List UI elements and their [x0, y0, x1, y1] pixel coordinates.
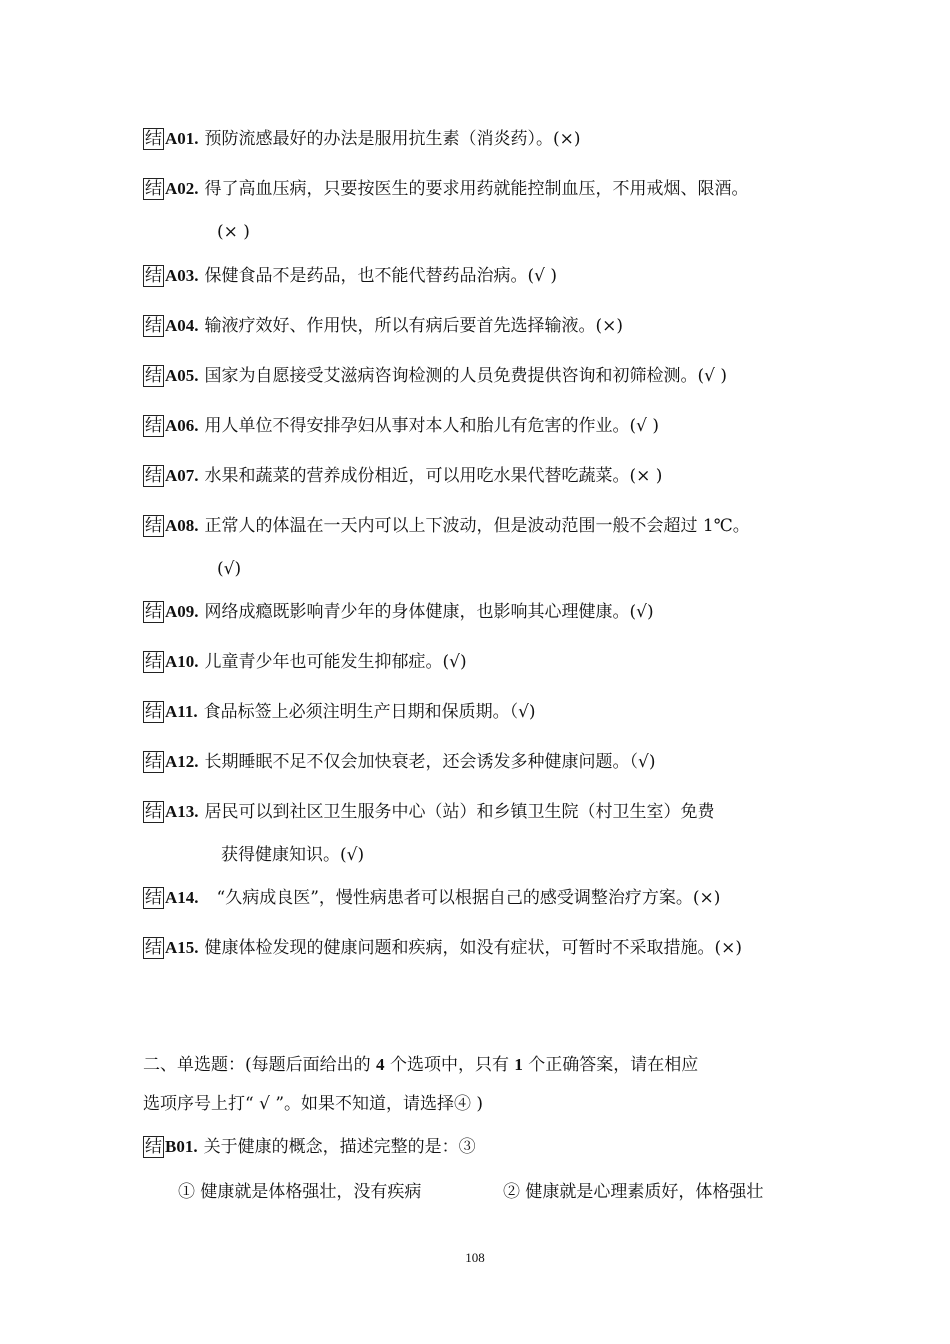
question-text: “久病成良医”，慢性病患者可以根据自己的感受调整治疗方案。(×)	[216, 888, 721, 908]
question-code: A06.	[165, 416, 199, 435]
tag-box: 结	[145, 802, 162, 822]
question-text: 食品标签上必须注明生产日期和保质期。（√)	[203, 702, 536, 722]
question-text: 输液疗效好、作用快，所以有病后要首先选择输液。(×)	[204, 316, 624, 336]
question-code: A07.	[165, 466, 199, 485]
section-heading-text: 二、单选题：(每题后面给出的	[143, 1055, 377, 1075]
question-text: 正常人的体温在一天内可以上下波动，但是波动范围一般不会超过 1℃。	[204, 516, 750, 536]
tag-box: 结	[145, 938, 162, 958]
question-a05	[143, 364, 727, 388]
tag-box: 结	[145, 366, 162, 386]
section-heading-text: 个选项中，只有	[384, 1055, 515, 1075]
tag-box: 结	[145, 179, 162, 199]
question-a14	[143, 886, 720, 910]
option-1: ① 健康就是体格强壮，没有疾病	[178, 1182, 422, 1202]
section-heading-line1	[143, 1053, 698, 1077]
question-code: A14.	[165, 888, 199, 907]
question-a12	[143, 750, 656, 774]
section-heading-number: 1	[514, 1055, 523, 1074]
tag-box: 结	[145, 1137, 162, 1157]
question-a09	[143, 600, 654, 624]
tag-box: 结	[145, 702, 162, 722]
question-code: A13.	[165, 802, 199, 821]
tag-box: 结	[145, 416, 162, 436]
section-heading-number: 4	[376, 1055, 385, 1074]
tag-box: 结	[145, 652, 162, 672]
question-a13	[143, 800, 715, 824]
question-a02	[143, 177, 749, 201]
question-code: A11.	[165, 702, 198, 721]
question-code: B01.	[165, 1137, 198, 1156]
question-text: 居民可以到社区卫生服务中心（站）和乡镇卫生院（村卫生室）免费	[204, 802, 715, 822]
question-a03	[143, 264, 557, 288]
question-code: A01.	[165, 129, 199, 148]
question-b01	[143, 1135, 476, 1159]
question-a13-continuation: 获得健康知识。(√)	[221, 845, 365, 865]
question-a04	[143, 314, 623, 338]
question-a08	[143, 514, 750, 538]
question-text: 预防流感最好的办法是服用抗生素（消炎药）。(×)	[204, 129, 581, 149]
question-text: 用人单位不得安排孕妇从事对本人和胎儿有危害的作业。(√ )	[204, 416, 660, 436]
tag-box: 结	[145, 888, 162, 908]
question-a02-continuation: (× )	[217, 222, 250, 242]
tag-box: 结	[145, 466, 162, 486]
question-a07	[143, 464, 662, 488]
question-text: 水果和蔬菜的营养成份相近，可以用吃水果代替吃蔬菜。(× )	[204, 466, 663, 486]
question-text: 网络成瘾既影响青少年的身体健康，也影响其心理健康。(√)	[204, 602, 654, 622]
tag-box: 结	[145, 516, 162, 536]
question-code: A05.	[165, 366, 199, 385]
question-text: 关于健康的概念，描述完整的是：③	[203, 1137, 476, 1157]
question-text: 得了高血压病，只要按医生的要求用药就能控制血压，不用戒烟、限酒。	[204, 179, 749, 199]
question-code: A12.	[165, 752, 199, 771]
tag-box: 结	[145, 602, 162, 622]
question-a10	[143, 650, 467, 674]
question-code: A10.	[165, 652, 199, 671]
option-2: ② 健康就是心理素质好，体格强壮	[503, 1182, 764, 1202]
question-code: A08.	[165, 516, 199, 535]
question-code: A09.	[165, 602, 199, 621]
question-code: A03.	[165, 266, 199, 285]
question-text: 国家为自愿接受艾滋病咨询检测的人员免费提供咨询和初筛检测。(√ )	[204, 366, 728, 386]
question-code: A15.	[165, 938, 199, 957]
question-text: 健康体检发现的健康问题和疾病，如没有症状，可暂时不采取措施。(×)	[204, 938, 743, 958]
question-a06	[143, 414, 659, 438]
tag-box: 结	[145, 129, 162, 149]
question-a01	[143, 127, 581, 151]
question-a11	[143, 700, 536, 724]
question-a15	[143, 936, 742, 960]
tag-box: 结	[145, 266, 162, 286]
section-heading-text: 个正确答案，请在相应	[522, 1055, 699, 1075]
question-code: A04.	[165, 316, 199, 335]
question-a08-continuation: (√)	[217, 559, 242, 579]
question-code: A02.	[165, 179, 199, 198]
tag-box: 结	[145, 752, 162, 772]
page-number: 108	[465, 1250, 485, 1265]
question-text: 保健食品不是药品，也不能代替药品治病。(√ )	[204, 266, 558, 286]
section-heading-line2: 选项序号上打“ √ ”。如果不知道，请选择④ )	[143, 1094, 484, 1114]
question-text: 长期睡眠不足不仅会加快衰老，还会诱发多种健康问题。（√)	[204, 752, 656, 772]
tag-box: 结	[145, 316, 162, 336]
question-text: 儿童青少年也可能发生抑郁症。(√)	[204, 652, 467, 672]
